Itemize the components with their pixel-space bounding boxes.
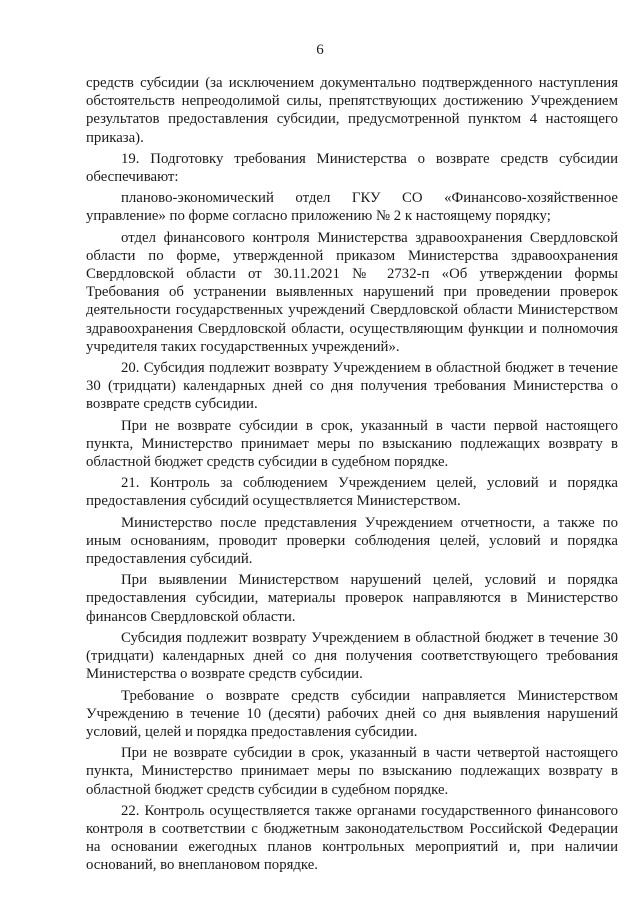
paragraph-clause-19: 19. Подготовку требования Министерства о возврате средств субсидии обеспечивают: <box>86 150 618 186</box>
paragraph-clause-20: 20. Субсидия подлежит возврату Учреждением в областной бюджет в течение 30 (тридцати) календарных дней со дня получения требования Министерства о возврате средств субсидии. <box>86 360 618 413</box>
paragraph-clause-21-part-6: При не возврате субсидии в срок, указанный в части четвертой настоящего пункта, Министерство принимает меры по взысканию подлежащих возврату в областной бюджет средств субсидии в судебном порядке. <box>86 745 618 798</box>
paragraph-clause-21-part-4: Субсидия подлежит возврату Учреждением в областной бюджет в течение 30 (тридцати) календарных дней со дня получения соответствующего требования Министерства о возврате средств субсидии. <box>86 629 618 683</box>
paragraph-clause-21-part-3: При выявлении Министерством нарушений целей, условий и порядка предоставления субсидии, материалы проверок направляются в Министерство финансов Свердловской области. <box>86 572 618 625</box>
paragraph-clause-21-part-5: Требование о возврате средств субсидии направляется Министерством Учреждению в течение 10 (десяти) рабочих дней со дня выявления нарушений условий, целей и порядка предоставления субсидии. <box>86 687 618 740</box>
paragraph-control-department: отдел финансового контроля Министерства здравоохранения Свердловской области по форме, утвержденной приказом Министерства здравоохранения Свердловской области от 30.11.2021 № 2732-п «Об утверждении формы Требования об устранении выявленных нарушений при проведении проверок деятельности государственных учреждений Свердловской области Министерством здравоохранения Свердловской области, осуществляющим функции и полномочия учредителя таких государственных учреждений». <box>86 229 618 355</box>
paragraph-planning-department: планово-экономический отдел ГКУ СО «Финансово-хозяйственное управление» по форме согласно приложению № 2 к настоящему порядку; <box>86 190 618 225</box>
paragraph-clause-21-part-2: Министерство после представления Учреждением отчетности, а также по иным основаниям, проводит проверки соблюдения целей, условий и порядка предоставления субсидий. <box>86 514 618 568</box>
page-number: 6 <box>316 42 324 58</box>
document-body <box>86 74 618 875</box>
paragraph-clause-22: 22. Контроль осуществляется также органами государственного финансового контроля в соответствии с бюджетным законодательством Российской Федерации на основании ежегодных планов контрольных мероприятий и, при наличии оснований, во внеплановом порядке. <box>86 802 618 874</box>
paragraph-continuation: средств субсидии (за исключением документально подтвержденного наступления обстоятельств непреодолимой силы, препятствующих достижению Учреждением результатов предоставления субсидии, предусмотренной пунктом 4 настоящего приказа). <box>86 75 618 146</box>
paragraph-clause-21: 21. Контроль за соблюдением Учреждением целей, условий и порядка предоставления субсидий осуществляется Министерством. <box>86 475 618 510</box>
paragraph-clause-20-part-2: При не возврате субсидии в срок, указанный в части первой настоящего пункта, Министерство принимает меры по взысканию подлежащих возврату в областной бюджет средств субсидии в судебном порядке. <box>86 417 618 471</box>
